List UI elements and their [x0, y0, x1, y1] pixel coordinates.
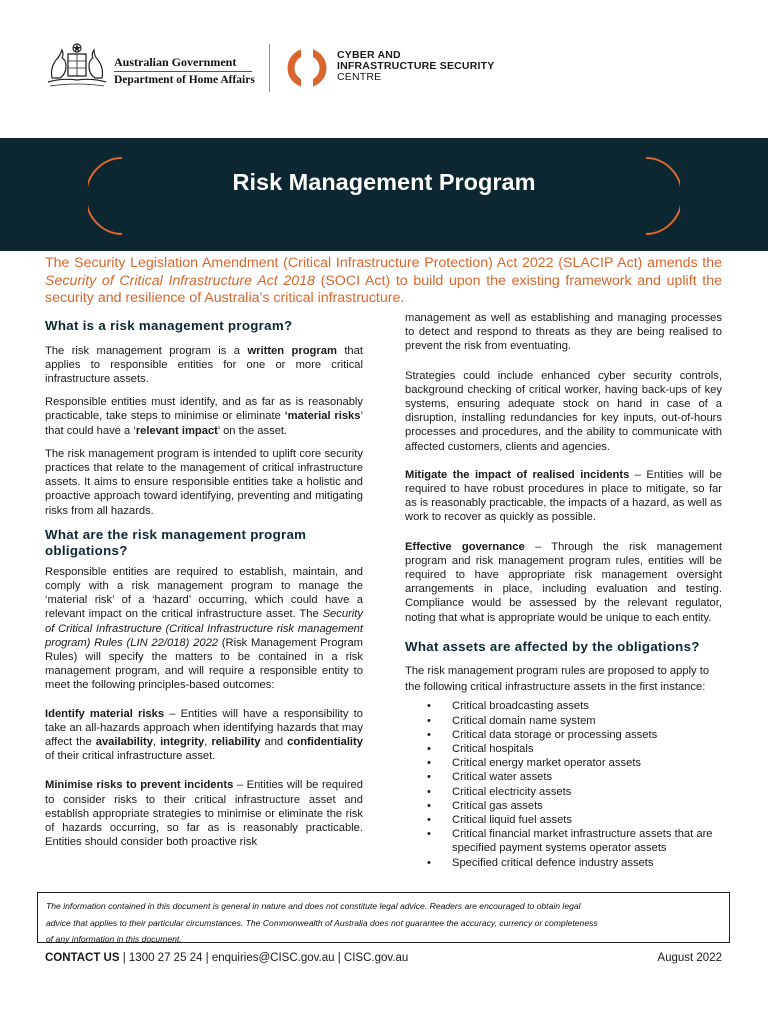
cisc-name-line1: CYBER AND [337, 49, 401, 61]
paragraph-mitigate [405, 468, 722, 525]
government-name: Australian Government [114, 55, 237, 69]
cisc-name-line3: CENTRE [337, 71, 382, 83]
left-bracket-decoration [88, 156, 128, 236]
text: Responsible entities are required to establish, maintain, and comply with a risk management program to manage the ‘material risk’ of a ‘hazard’ occurring, which could have a relevant impact on the critical infrastructure asset. The [45, 565, 363, 621]
disclaimer-line: The information contained in this document is general in nature and does not constitute legal advice. Readers are encouraged to obtain legal [46, 901, 581, 911]
list-item: • Critical water assets [405, 770, 722, 784]
bold-text: Mitigate the impact of realised incidents [405, 468, 630, 481]
text: ’ that could have a ‘ [45, 410, 363, 437]
paragraph-minimise-risks [45, 778, 363, 849]
disclaimer-box [37, 892, 730, 943]
disclaimer-line: advice that applies to their particular circumstances. The Commonwealth of Australia does not guarantee the accuracy, currency or completeness [46, 917, 598, 928]
cisc-logo-icon [285, 46, 329, 90]
bold-text: confidentiality [287, 735, 363, 748]
paragraph-strategies: Strategies could include enhanced cyber security controls, background checking of critical worker, having back-ups of key systems, ensuring adequate stock on hand in case of a disruption, installing redundancies for key inputs, out-of-hours processes and procedures, and the ability to communicate with affected customers, clients and agencies. [405, 369, 722, 453]
italic-text: Security of Critical Infrastructure (Critical Infrastructure risk management program) Rules (LIN 22/018) 2022 [45, 608, 363, 649]
heading-obligations: What are the risk management program obligations? [45, 526, 307, 559]
contact-label: CONTACT US [45, 952, 120, 964]
left-column [45, 318, 363, 858]
bold-text: reliability [211, 735, 261, 748]
publication-date: August 2022 [657, 952, 722, 964]
list-item: • Critical hospitals [405, 742, 722, 756]
bold-text: written program [247, 344, 337, 357]
text: that applies to responsible entities for one or more critical infrastructure assets. [45, 344, 363, 385]
footer [45, 952, 722, 964]
bold-text: relevant impact [135, 424, 218, 437]
text: – Entities will be required to consider risks to their critical infrastructure asset and establish appropriate strategies to minimise or eliminate the risk of hazards occurring, so far as is reasonably practicable. Entities should consider both proactive risk [45, 779, 363, 849]
heading-assets: What assets are affected by the obligations? [405, 638, 700, 654]
list-item: • Critical broadcasting assets [405, 699, 722, 713]
text: – Entities will have a responsibility to take an all-hazards approach when identifying hazards that may affect the [45, 707, 363, 748]
text: – Entities will be required to have robust procedures in place to mitigate, so far as is reasonably practicable, the impacts of a hazard, as well as work to recover as quickly as possible. [405, 468, 722, 524]
paragraph-material-risks [45, 395, 363, 438]
intro-paragraph [45, 255, 722, 308]
text: Responsible entities must identify, and as far as is reasonably practicable, take steps to minimise or eliminate [45, 396, 363, 423]
heading-what-is: What is a risk management program? [45, 318, 293, 333]
paragraph-proactive-continued: management as well as establishing and managing processes to detect and respond to threats as they are being realised to prevent the risk from eventuating. [405, 312, 722, 353]
government-rule [114, 71, 252, 72]
list-item: • Critical electricity assets [405, 785, 722, 799]
bold-text: Minimise risks to prevent incidents [45, 779, 234, 792]
cisc-name-line2: INFRASTRUCTURE SECURITY [337, 60, 495, 72]
department-name: Department of Home Affairs [114, 74, 255, 86]
paragraph-written-program [45, 344, 363, 387]
paragraph-governance [405, 540, 722, 625]
paragraph-uplift: The risk management program is intended to uplift core security practices that relate to the management of critical infrastructure assets. It aims to ensure responsible entities take a holistic and proactive approach toward identifying, preventing and mitigating risks from all hazards. [45, 447, 363, 517]
text: – Through the risk management program and risk management program rules, entities will be required to have appropriate risk management oversight arrangements in place, including evaluation and testing. Compliance would be assessed by the relevant regulator, noting that what is appropriate would be unique to each entity. [405, 540, 722, 624]
text: (Risk Management Program Rules) will specify the matters to be contained in a risk management program, and will require a responsible entity to meet the following principles-based outcomes: [45, 636, 363, 692]
logo-divider [269, 44, 270, 92]
text: ’ on the asset. [217, 424, 288, 437]
bold-text: integrity [160, 735, 205, 748]
paragraph-obligations [45, 565, 363, 693]
text: The risk management program is a [45, 344, 248, 357]
bold-text: Identify material risks [45, 707, 165, 720]
text: and [260, 735, 288, 748]
list-item: • Critical domain name system [405, 714, 722, 728]
list-item: • Critical energy market operator assets [405, 756, 722, 770]
text: , [204, 735, 212, 748]
intro-act-title: Security of Critical Infrastructure Act 2018 [45, 272, 315, 289]
text: , [152, 735, 161, 748]
assets-list [405, 699, 722, 869]
bold-text: ‘material risks [284, 410, 361, 423]
cisc-name [337, 50, 494, 83]
list-item: • Critical financial market infrastructure assets that are specified payment systems operator assets [405, 827, 722, 855]
page-title: Risk Management Program [232, 169, 536, 195]
intro-text-end: (SOCI Act) to build upon the existing framework and uplift the security and resilience of Australia’s critical infrastructure. [45, 272, 722, 306]
right-column [405, 311, 722, 870]
contact-info [45, 952, 408, 964]
contact-details[interactable]: | 1300 27 25 24 | enquiries@CISC.gov.au | CISC.gov.au [119, 952, 409, 964]
right-bracket-decoration [640, 156, 680, 236]
list-item: • Critical liquid fuel assets [405, 813, 722, 827]
title-banner [0, 138, 768, 251]
bold-text: availability [95, 735, 153, 748]
header [0, 0, 768, 138]
coat-of-arms-logo [44, 42, 110, 90]
paragraph-identify-risks [45, 707, 363, 764]
text: of their critical infrastructure asset. [45, 750, 216, 763]
disclaimer-line: of any information in this document. [46, 934, 182, 944]
bold-text: Effective governance [405, 540, 525, 553]
paragraph-assets-intro: The risk management program rules are proposed to apply to the following critical infrastructure assets in the first instance: [405, 665, 710, 694]
list-item: • Specified critical defence industry assets [405, 856, 722, 870]
list-item: • Critical data storage or processing assets [405, 728, 722, 742]
intro-text: The Security Legislation Amendment (Critical Infrastructure Protection) Act 2022 (SLACIP Act) amends the [45, 255, 722, 271]
list-item: • Critical gas assets [405, 799, 722, 813]
